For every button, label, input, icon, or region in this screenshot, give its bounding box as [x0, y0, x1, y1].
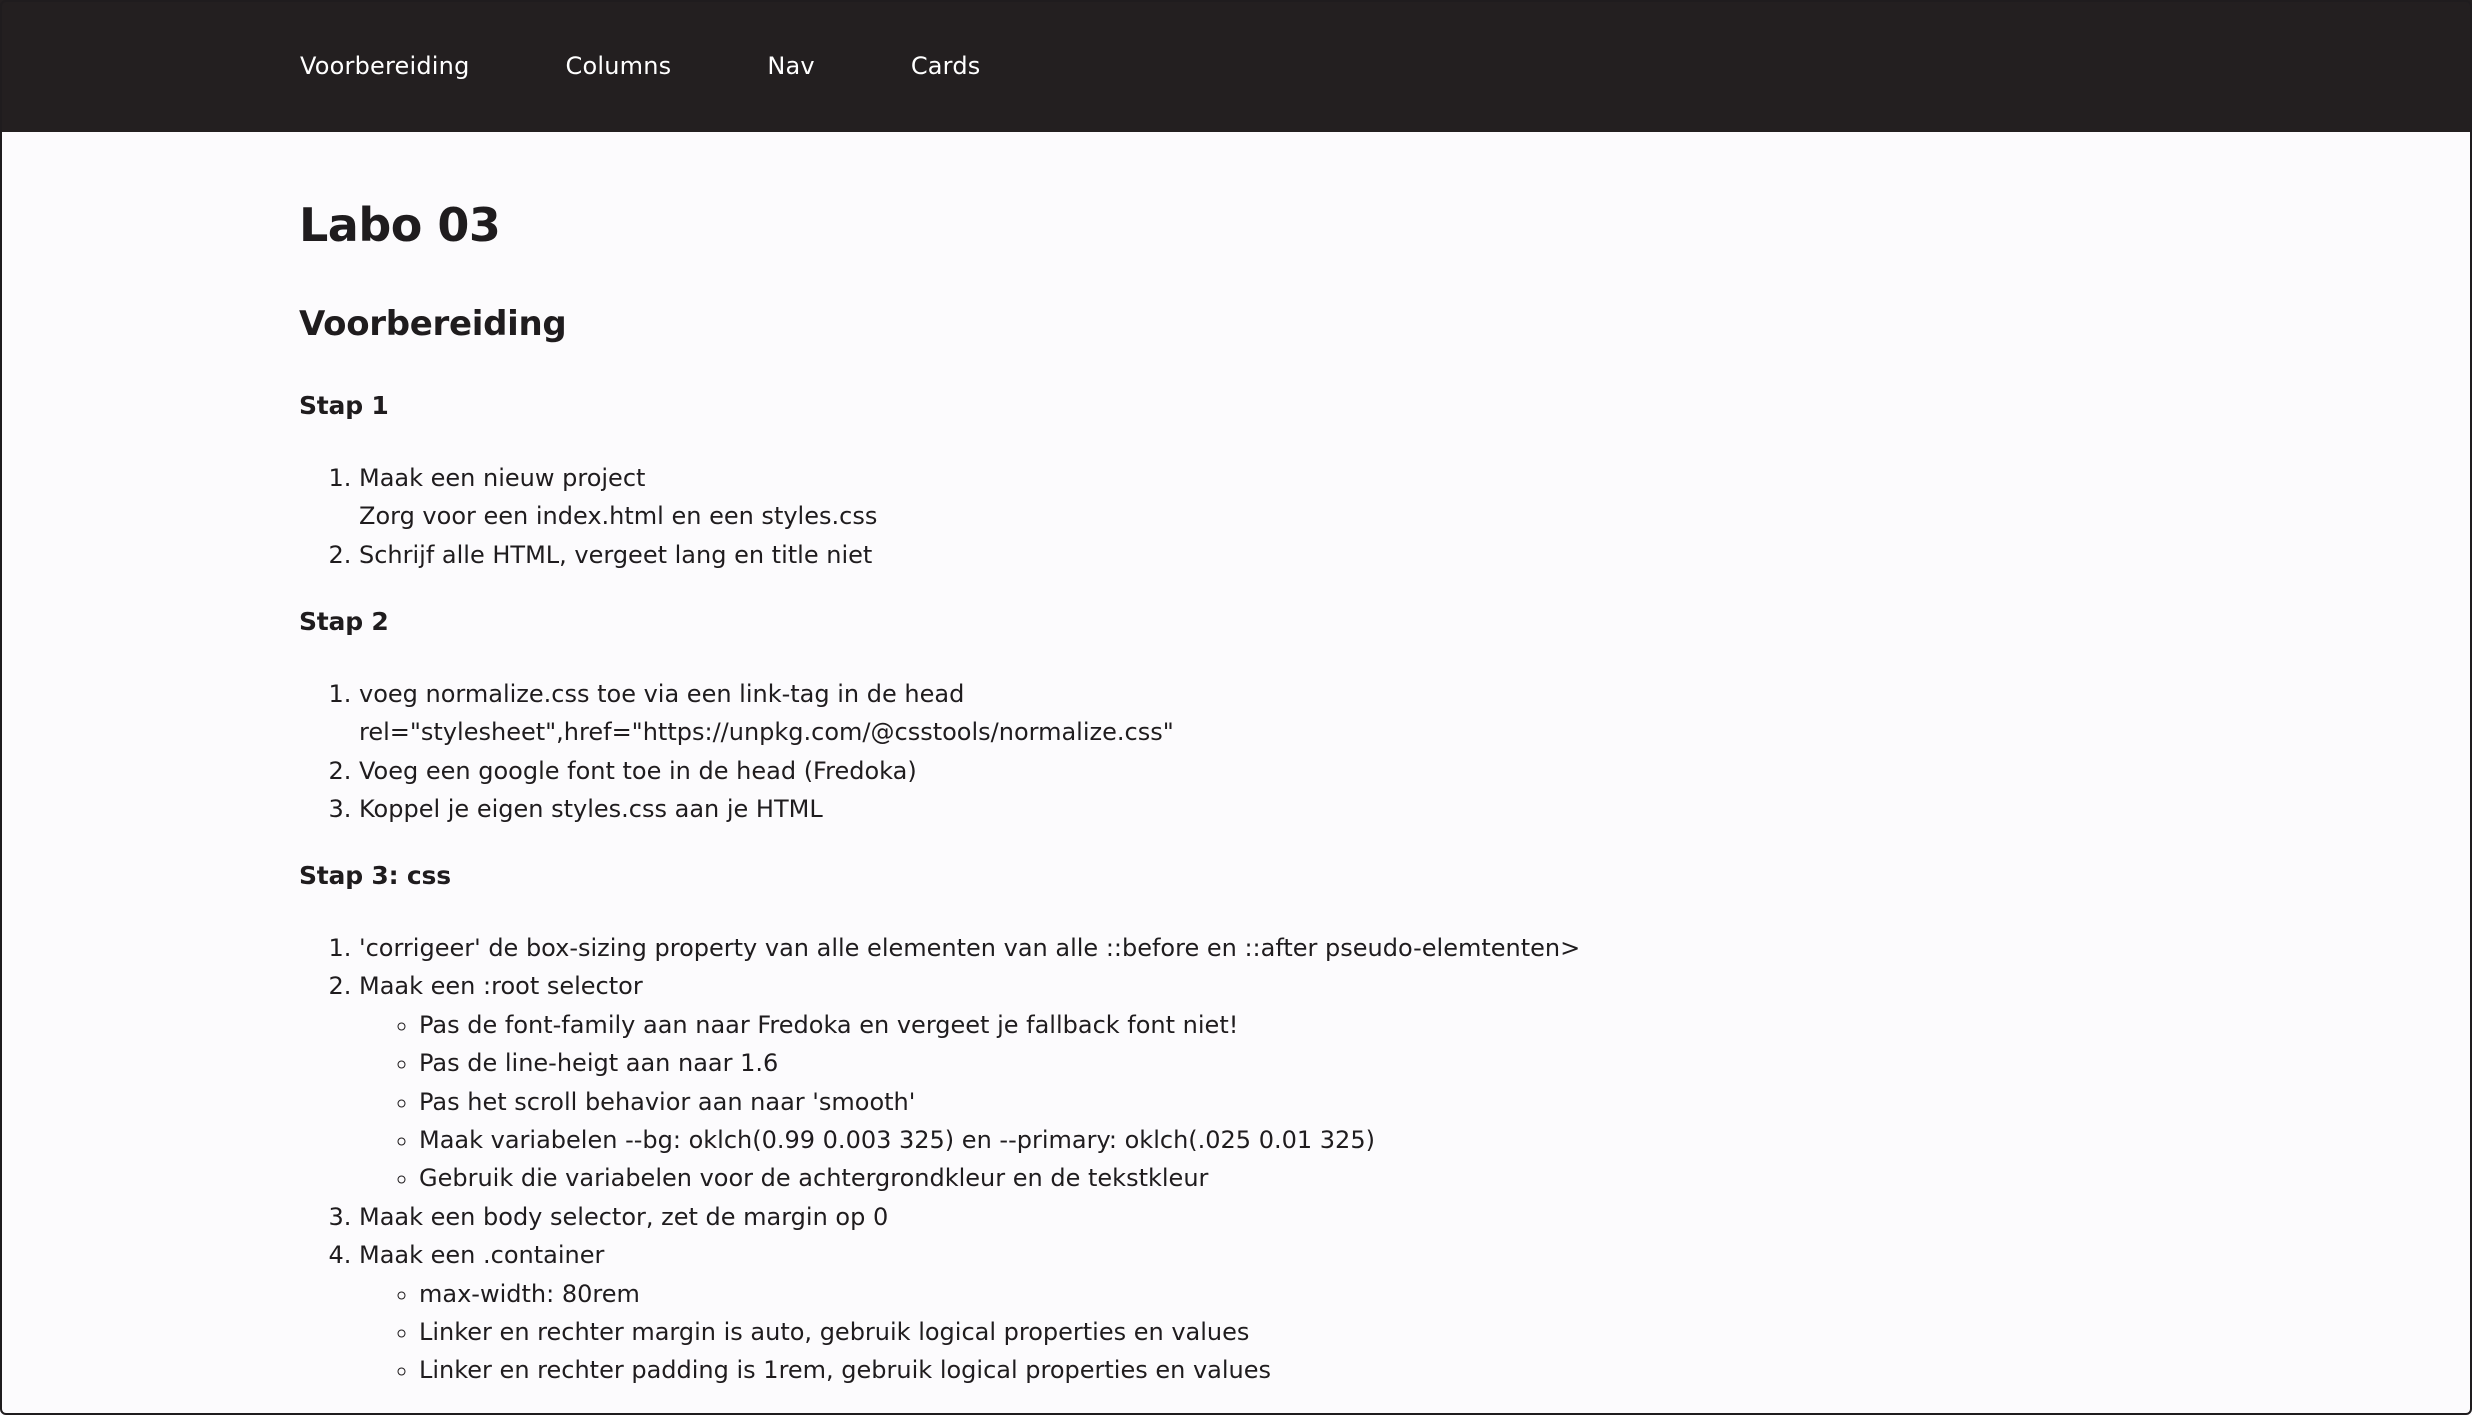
list-item-text: Maak een body selector, zet de margin op 0	[359, 1202, 889, 1231]
container-sublist	[359, 1275, 1580, 1390]
sub-list-item: ◦ max-width: 80rem	[419, 1275, 1580, 1313]
sub-list-item: ◦ Linker en rechter margin is auto, gebruik logical properties en values	[419, 1313, 1580, 1351]
heading-stap-2: Stap 2	[299, 607, 389, 636]
heading-stap-1: Stap 1	[299, 391, 389, 420]
stap-2-list	[299, 675, 1174, 829]
list-item	[359, 790, 1174, 828]
list-item-text: Maak een .container	[359, 1241, 605, 1270]
main-nav	[300, 0, 1076, 132]
list-item-note: rel="stylesheet",href="https://unpkg.com/@csstools/normalize.css"	[359, 718, 1174, 747]
sub-list-item: ◦ Pas de line-heigt aan naar 1.6	[419, 1044, 1580, 1082]
list-item	[359, 967, 1580, 1197]
list-item-text: Koppel je eigen styles.css aan je HTML	[359, 795, 823, 824]
list-item	[359, 536, 877, 574]
top-navigation-bar	[0, 0, 2472, 132]
sub-list-item: ◦ Maak variabelen --bg: oklch(0.99 0.003 325) en --primary: oklch(.025 0.01 325)	[419, 1121, 1580, 1159]
stap-3-list	[299, 929, 1580, 1390]
list-item-text: Maak een :root selector	[359, 972, 643, 1001]
sub-list-item: ◦ Pas de font-family aan naar Fredoka en vergeet je fallback font niet!	[419, 1006, 1580, 1044]
list-item	[359, 675, 1174, 752]
list-item	[359, 1198, 1580, 1236]
list-item	[359, 929, 1580, 967]
list-item-text: Maak een nieuw project	[359, 464, 646, 492]
sub-list-item: ◦ Gebruik die variabelen voor de achtergrondkleur en de tekstkleur	[419, 1159, 1580, 1197]
nav-link-cards[interactable]: Cards	[910, 52, 981, 80]
nav-link-nav[interactable]: Nav	[767, 52, 815, 80]
list-item-text: 'corrigeer' de box-sizing property van alle elementen van alle ::before en ::after pseudo-elemtenten>	[359, 934, 1581, 962]
sub-list-item: ◦ Pas het scroll behavior aan naar 'smooth'	[419, 1083, 1580, 1121]
list-item	[359, 752, 1174, 790]
list-item-note: Zorg voor een index.html en een styles.css	[359, 502, 878, 531]
root-selector-sublist	[359, 1006, 1580, 1198]
stap-1-list	[299, 459, 877, 574]
nav-link-columns[interactable]: Columns	[565, 52, 672, 80]
list-item-text: Schrijf alle HTML, vergeet lang en title niet	[359, 540, 873, 569]
page-title: Labo 03	[299, 198, 501, 252]
list-item-text: voeg normalize.css toe via een link-tag in de head	[359, 680, 965, 708]
list-item	[359, 459, 877, 536]
list-item	[359, 1236, 1580, 1390]
nav-link-voorbereiding[interactable]: Voorbereiding	[300, 52, 470, 80]
list-item-text: Voeg een google font toe in de head (Fredoka)	[359, 756, 917, 785]
section-title-voorbereiding: Voorbereiding	[299, 304, 567, 344]
heading-stap-3: Stap 3: css	[299, 861, 451, 890]
sub-list-item: ◦ Linker en rechter padding is 1rem, gebruik logical properties en values	[419, 1351, 1580, 1389]
